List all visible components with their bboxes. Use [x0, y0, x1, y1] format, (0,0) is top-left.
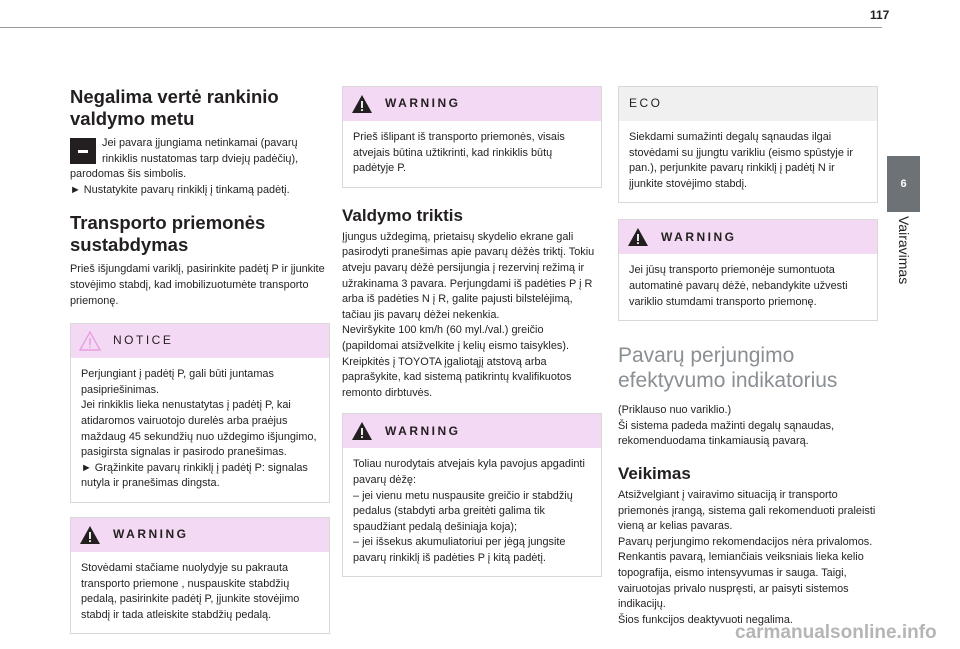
warning-triangle-icon — [79, 525, 101, 545]
warning-triangle-icon — [627, 227, 649, 247]
paragraph-operation-2: Pavarų perjungimo rekomendacijos nėra privalomos. Renkantis pavarą, lemiančiais veiksniais lieka kelio topografija, eismo intensyvumas ir sauga. Taigi, vairuotojas privalo nuspręsti, ar paisyti sistemos indikacijų. — [618, 535, 873, 611]
caution-triangle-icon — [79, 331, 101, 351]
notice-header — [71, 324, 329, 358]
notice-line-1: Perjungiant į padėtį P, gali būti juntamas pasipriešinimas. — [81, 368, 274, 396]
step-set-selector: ► Nustatykite pavarų rinkiklį į tinkamą padėtį. — [70, 183, 290, 196]
warning-triangle-icon — [351, 421, 373, 441]
warning-header — [619, 220, 877, 254]
column-3 — [618, 86, 878, 628]
notice-line-2: Jei rinkiklis lieka nenustatytas į padėtį P, kai atidaromos vairuotojo durelės arba praėjus maždaug 45 sekundžių nuo uždegimo išjungimo, pasigirsta signalas ir pasirodo pranešimas. — [81, 399, 317, 459]
eco-body — [619, 121, 877, 202]
chapter-tab[interactable]: 6 — [887, 156, 920, 212]
heading-malfunction: Valdymo triktis — [342, 205, 463, 225]
eco-header: ECO — [619, 87, 877, 121]
top-rule — [0, 27, 882, 28]
warning-text: Prieš išlipant iš transporto priemonės, visais atvejais būtina užtikrinti, kad rinkiklis būtų padėtyje P. — [353, 131, 565, 175]
chapter-label: Vairavimas — [896, 216, 912, 285]
paragraph-engine-dependent: (Priklauso nuo variklio.) — [618, 404, 732, 417]
paragraph-operation-1: Atsižvelgiant į vairavimo situaciją ir transporto priemonės įrangą, sistema gali rekomenduoti praleisti vieną ar kelias pavaras. — [618, 488, 876, 533]
watermark: carmanualsonline.info — [735, 622, 937, 643]
warning-title: WARNING — [385, 96, 461, 111]
symbol-paragraph — [70, 136, 330, 183]
warning-line-1: Toliau nurodytais atvejais kyla pavojus apgadinti pavarų dėžę: — [353, 458, 585, 486]
warning-title: WARNING — [113, 527, 189, 542]
eco-box — [618, 86, 878, 203]
heading-vehicle-stop: Transporto priemonės sustabdymas — [70, 212, 266, 256]
paragraph-system-purpose: Ši sistema padeda mažinti degalų sąnaudas, rekomenduodama tinkamiausią pavarą. — [618, 419, 835, 448]
page-number: 117 — [870, 8, 890, 22]
warning-title: WARNING — [661, 229, 737, 244]
warning-box-damage — [342, 413, 602, 577]
gear-error-symbol-icon — [70, 138, 96, 164]
warning-body — [343, 121, 601, 187]
warning-header — [343, 87, 601, 121]
heading-manual-error: Negalima vertė rankinio valdymo metu — [70, 86, 279, 129]
heading-gear-indicator: Pavarų perjungimo efektyvumo indikatorius — [618, 344, 838, 393]
notice-box — [70, 323, 330, 503]
warning-text: Jei jūsų transporto priemonėje sumontuota automatinė pavarų dėžė, nebandykite užvesti variklio stumdami transporto priemonę. — [629, 264, 848, 308]
notice-title: NOTICE — [113, 333, 174, 348]
warning-triangle-icon — [351, 94, 373, 114]
warning-text: Stovėdami stačiame nuolydyje su pakrauta transporto priemone , nuspauskite stabdžių pedalą, pasirinkite padėtį P, įjunkite stovėjimo stabdį ir tada atleiskite stabdžių pedalą. — [81, 561, 300, 621]
warning-body — [619, 254, 877, 320]
paragraph-malfunction-1: Įjungus uždegimą, prietaisų skydelio ekrane gali pasirodyti pranešimas apie pavarų dėžės triktį. Tokiu atveju pavarų dėžė persijungia į rezervinį režimą ir užrakinama 3 pavara. Perjungdami iš padėties P į R arba iš padėties N į R, galite pajusti bilstelėjimą, tačiau jis pavarų dėžei nekenkia. — [342, 230, 595, 321]
notice-line-3: ► Grąžinkite pavarų rinkiklį į padėtį P: signalas nutyla ir pranešimas dingsta. — [81, 461, 308, 490]
warning-body — [343, 448, 601, 576]
warning-header — [71, 518, 329, 552]
paragraph-symbol-text: Jei pavara įjungiama netinkamai (pavarų rinkiklis nustatomas tarp dviejų padėčių), parodomas šis simbolis. — [70, 137, 299, 181]
warning-box-push — [618, 219, 878, 321]
eco-text: Siekdami sumažinti degalų sąnaudas ilgai stovėdami su įjungtu varikliu (eismo spūstyje ir pan.), perjunkite pavarų rinkiklį į padėtį N ir įjunkite stovėjimo stabdį. — [629, 131, 853, 190]
warning-box-exit — [342, 86, 602, 188]
warning-body — [71, 552, 329, 633]
warning-line-3: – jei išsekus akumuliatoriui per jėgą jungsite pavarų rinkiklį iš padėties P į kitą padėtį. — [353, 536, 566, 564]
warning-line-2: – jei vienu metu nuspausite greičio ir stabdžių pedalus (stabdyti arba greitėti galima tik spaudžiant pedalą dešiniąja koja); — [353, 489, 573, 533]
warning-title: WARNING — [385, 423, 461, 438]
warning-box — [70, 517, 330, 634]
warning-header — [343, 414, 601, 448]
notice-body — [71, 358, 329, 502]
paragraph-operation-3: Šios funkcijos deaktyvuoti negalima. — [618, 613, 793, 626]
paragraph-malfunction-2: Neviršykite 100 km/h (60 myl./val.) greičio (papildomai atsižvelkite į kelių eismo taisykles). — [342, 324, 569, 352]
paragraph-malfunction-3: Kreipkitės į TOYOTA įgaliotąjį atstovą arba paprašykite, kad sistemą patikrintų kvalifikuotos remonto dirbtuvės. — [342, 355, 572, 399]
paragraph-stop: Prieš išjungdami variklį, pasirinkite padėtį P ir įjunkite stovėjimo stabdį, kad imobilizuotumėte transporto priemonę. — [70, 263, 325, 307]
heading-operation: Veikimas — [618, 463, 691, 483]
column-1 — [70, 86, 330, 634]
column-2 — [342, 86, 602, 577]
